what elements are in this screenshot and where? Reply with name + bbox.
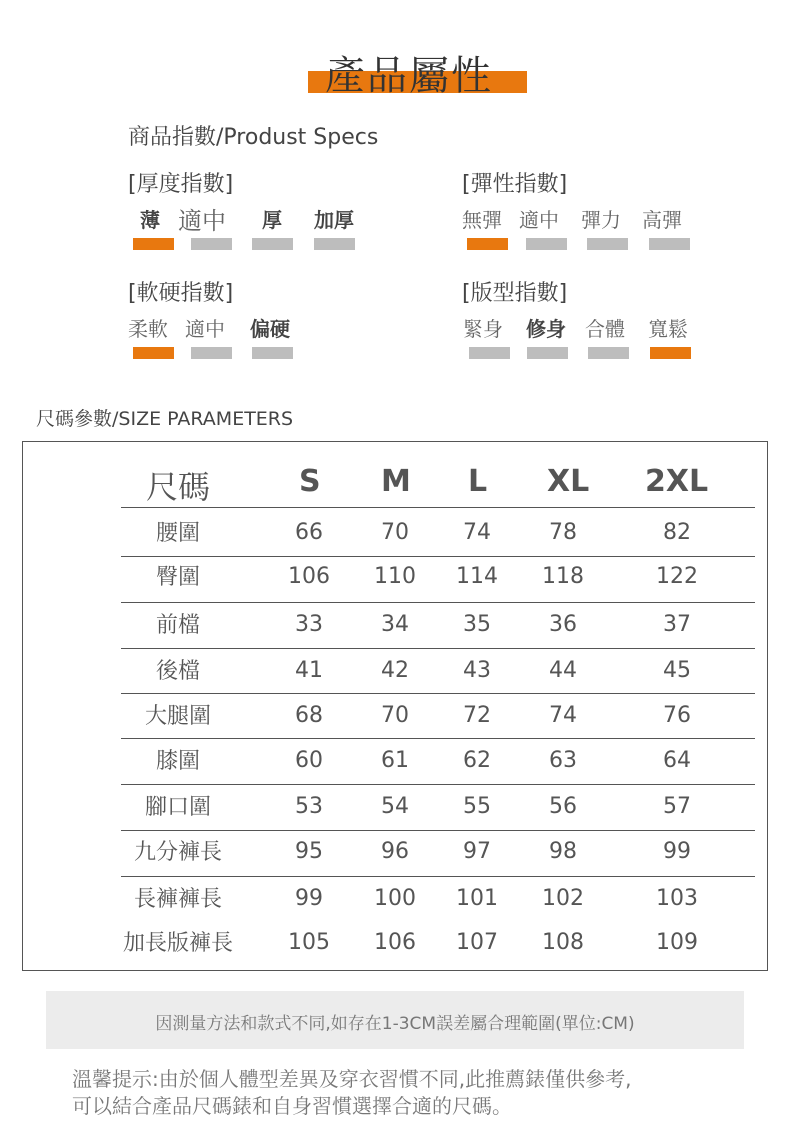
table-cell: 60: [295, 748, 323, 773]
measurement-note-box: [46, 991, 744, 1049]
size-header-2xl: 2XL: [645, 464, 709, 499]
group-title: [彈性指數]: [462, 172, 568, 197]
row-divider: [121, 876, 755, 877]
table-cell: 64: [663, 748, 691, 773]
table-cell: 96: [381, 839, 409, 864]
option-label: 合體: [585, 317, 625, 341]
table-cell: 106: [288, 564, 330, 589]
table-cell: 109: [656, 930, 698, 955]
level-bar: [191, 347, 232, 359]
size-header-m: M: [381, 464, 411, 499]
row-label: 長褲褲長: [133, 887, 222, 912]
title-block: [0, 40, 790, 100]
size-header-s: S: [299, 464, 321, 499]
table-cell: 36: [549, 612, 577, 637]
level-bar: [526, 238, 567, 250]
option-label: 適中: [178, 207, 226, 235]
table-cell: 72: [463, 703, 491, 728]
option-label: 柔軟: [128, 317, 168, 341]
size-parameters-heading: 尺碼參數/SIZE PARAMETERS: [36, 408, 294, 430]
table-cell: 98: [549, 839, 577, 864]
hardness-index-group: [128, 279, 388, 341]
table-cell: 62: [463, 748, 491, 773]
row-label: 九分褲長: [133, 840, 222, 865]
thickness-index-group: [128, 170, 388, 235]
option-label: 偏硬: [250, 317, 290, 341]
level-bar: [191, 238, 232, 250]
group-title: [厚度指數]: [128, 172, 234, 197]
table-cell: 106: [374, 930, 416, 955]
table-cell: 74: [549, 703, 577, 728]
level-bar: [587, 238, 628, 250]
table-cell: 61: [381, 748, 409, 773]
table-cell: 74: [463, 520, 491, 545]
table-cell: 82: [663, 520, 691, 545]
sizing-tip-line: 溫馨提示:由於個人體型差異及穿衣習慣不同,此推薦錶僅供參考,: [72, 1067, 632, 1091]
table-cell: 78: [549, 520, 577, 545]
table-cell: 122: [656, 564, 698, 589]
sizing-tip: [72, 1066, 631, 1120]
row-label: 加長版褲長: [122, 931, 233, 956]
option-label: 彈力: [581, 208, 621, 232]
table-cell: 108: [542, 930, 584, 955]
table-cell: 99: [295, 886, 323, 911]
group-title: [軟硬指數]: [128, 281, 234, 306]
row-label: 腳口圍: [144, 795, 211, 820]
table-cell: 70: [381, 520, 409, 545]
size-table: [22, 441, 768, 971]
table-cell: 110: [374, 564, 416, 589]
row-divider: [121, 556, 755, 557]
table-cell: 53: [295, 794, 323, 819]
level-bar: [588, 347, 629, 359]
table-cell: 66: [295, 520, 323, 545]
table-cell: 101: [456, 886, 498, 911]
option-label: 適中: [519, 208, 559, 232]
row-label: 膝圍: [155, 749, 200, 774]
fit-index-group: [462, 279, 722, 341]
level-bar: [469, 347, 510, 359]
row-label: 後檔: [155, 659, 200, 684]
option-label: 無彈: [462, 208, 502, 232]
group-title: [版型指數]: [462, 281, 568, 306]
table-cell: 37: [663, 612, 691, 637]
elasticity-index-group: [462, 170, 722, 232]
option-label: 厚: [262, 208, 282, 232]
specs-heading: 商品指數/Produst Specs: [128, 125, 379, 150]
row-divider: [121, 738, 755, 739]
table-cell: 44: [549, 658, 577, 683]
table-cell: 105: [288, 930, 330, 955]
table-cell: 42: [381, 658, 409, 683]
level-bar: [527, 347, 568, 359]
table-cell: 103: [656, 886, 698, 911]
table-cell: 68: [295, 703, 323, 728]
table-cell: 35: [463, 612, 491, 637]
table-cell: 45: [663, 658, 691, 683]
size-header-xl: XL: [547, 464, 590, 499]
table-cell: 76: [663, 703, 691, 728]
option-label: 寬鬆: [648, 317, 688, 341]
row-divider: [121, 507, 755, 508]
row-label: 大腿圍: [144, 704, 211, 729]
option-label: 緊身: [463, 317, 503, 341]
option-label: 高彈: [642, 208, 682, 232]
table-cell: 57: [663, 794, 691, 819]
table-cell: 100: [374, 886, 416, 911]
row-divider: [121, 830, 755, 831]
measurement-note: 因測量方法和款式不同,如存在1-3CM誤差屬合理範圍(單位:CM): [155, 1014, 635, 1034]
table-cell: 63: [549, 748, 577, 773]
sizing-tip-line: 可以結合產品尺碼錶和自身習慣選擇合適的尺碼。: [72, 1094, 512, 1118]
table-cell: 70: [381, 703, 409, 728]
table-cell: 118: [542, 564, 584, 589]
level-bar: [252, 347, 293, 359]
level-bar-selected: [467, 238, 508, 250]
table-cell: 114: [456, 564, 498, 589]
table-cell: 107: [456, 930, 498, 955]
level-bar-selected: [650, 347, 691, 359]
level-bar-selected: [133, 238, 174, 250]
table-cell: 34: [381, 612, 409, 637]
option-label: 適中: [185, 317, 225, 341]
table-cell: 55: [463, 794, 491, 819]
level-bar: [314, 238, 355, 250]
level-bar-selected: [133, 347, 174, 359]
page-title: 產品屬性: [325, 53, 493, 99]
size-column-header: 尺碼: [146, 468, 211, 506]
table-cell: 102: [542, 886, 584, 911]
table-cell: 56: [549, 794, 577, 819]
table-cell: 41: [295, 658, 323, 683]
row-label: 前檔: [155, 613, 200, 638]
option-label: 修身: [526, 317, 566, 341]
table-cell: 43: [463, 658, 491, 683]
row-divider: [121, 693, 755, 694]
row-divider: [121, 602, 755, 603]
table-cell: 97: [463, 839, 491, 864]
table-cell: 33: [295, 612, 323, 637]
table-cell: 99: [663, 839, 691, 864]
table-cell: 54: [381, 794, 409, 819]
row-label: 腰圍: [155, 521, 200, 546]
option-label: 加厚: [314, 208, 354, 232]
row-divider: [121, 648, 755, 649]
row-label: 臀圍: [155, 565, 200, 590]
option-label: 薄: [140, 208, 160, 232]
table-cell: 95: [295, 839, 323, 864]
level-bar: [252, 238, 293, 250]
row-divider: [121, 784, 755, 785]
level-bar: [649, 238, 690, 250]
size-header-l: L: [468, 464, 488, 499]
